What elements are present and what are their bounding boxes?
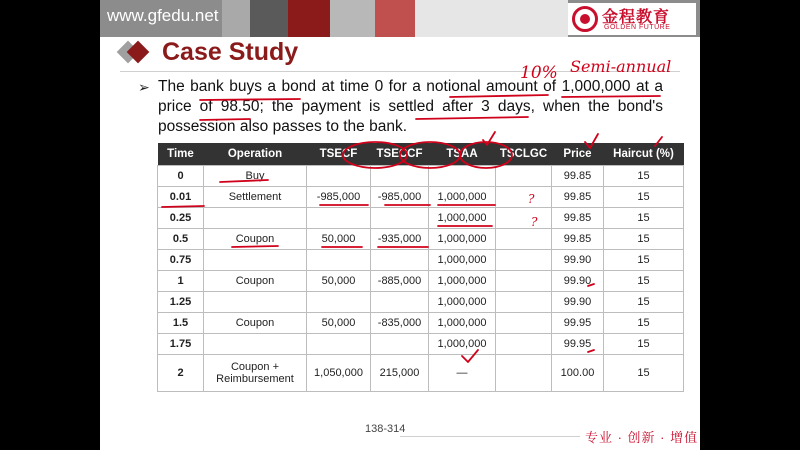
cell-tseccf xyxy=(371,250,429,271)
cell-tsecf: 50,000 xyxy=(307,229,371,250)
header-bar xyxy=(100,0,700,37)
cell-time: 0 xyxy=(158,166,204,187)
cell-price: 99.95 xyxy=(552,313,604,334)
table-row xyxy=(158,271,684,292)
table-row xyxy=(158,292,684,313)
slogan: 专业 · 创新 · 增值 xyxy=(585,430,699,445)
cell-tseccf: -835,000 xyxy=(371,313,429,334)
table-row xyxy=(158,187,684,208)
cell-tsclgc xyxy=(496,355,552,392)
cell-price: 99.90 xyxy=(552,271,604,292)
cell-tsaa: — xyxy=(429,355,496,392)
cell-tsclgc xyxy=(496,292,552,313)
footer-divider xyxy=(400,436,580,437)
cell-haircut: 15 xyxy=(604,187,684,208)
table-row xyxy=(158,166,684,187)
cell-haircut: 15 xyxy=(604,355,684,392)
table-row xyxy=(158,334,684,355)
header-stripe xyxy=(250,0,288,37)
cell-tsecf xyxy=(307,208,371,229)
cell-price: 99.90 xyxy=(552,292,604,313)
cell-haircut: 15 xyxy=(604,250,684,271)
cell-tseccf: -985,000 xyxy=(371,187,429,208)
cell-time: 0.75 xyxy=(158,250,204,271)
cell-haircut: 15 xyxy=(604,229,684,250)
table-row xyxy=(158,355,684,392)
cell-time: 1.5 xyxy=(158,313,204,334)
table-row xyxy=(158,313,684,334)
cell-tsclgc xyxy=(496,271,552,292)
col-header-tsclgc: TSCLGC xyxy=(496,143,552,166)
col-header-tsecf: TSECF xyxy=(307,143,371,166)
cell-tsaa xyxy=(429,166,496,187)
header-stripe xyxy=(330,0,375,37)
cell-tseccf xyxy=(371,292,429,313)
col-header-tsaa: TSAA xyxy=(429,143,496,166)
cell-tsaa: 1,000,000 xyxy=(429,334,496,355)
cell-haircut: 15 xyxy=(604,292,684,313)
cell-price: 99.85 xyxy=(552,208,604,229)
cell-time: 2 xyxy=(158,355,204,392)
cell-tsaa: 1,000,000 xyxy=(429,208,496,229)
table-row xyxy=(158,208,684,229)
cell-price: 99.85 xyxy=(552,187,604,208)
cell-price: 99.95 xyxy=(552,334,604,355)
cell-operation: Settlement xyxy=(204,187,307,208)
col-header-time: Time xyxy=(158,143,204,166)
title-divider xyxy=(120,71,680,72)
cell-haircut: 15 xyxy=(604,313,684,334)
slide xyxy=(100,0,700,450)
note-rate: 10% xyxy=(520,63,558,83)
cell-tsaa: 1,000,000 xyxy=(429,313,496,334)
question-mark: ? xyxy=(528,192,535,206)
cell-price: 100.00 xyxy=(552,355,604,392)
cell-haircut: 15 xyxy=(604,271,684,292)
cell-tsecf: 1,050,000 xyxy=(307,355,371,392)
header-stripe xyxy=(222,0,250,37)
cell-time: 0.01 xyxy=(158,187,204,208)
logo-name-cn: 金程教育 xyxy=(602,9,671,26)
cell-tsclgc xyxy=(496,334,552,355)
cell-tsaa: 1,000,000 xyxy=(429,271,496,292)
header-stripe xyxy=(288,0,330,37)
header-stripe xyxy=(415,0,568,37)
cell-tseccf xyxy=(371,166,429,187)
cell-operation xyxy=(204,292,307,313)
cell-haircut: 15 xyxy=(604,208,684,229)
slide-title: Case Study xyxy=(162,38,299,66)
cell-time: 1 xyxy=(158,271,204,292)
cell-tsecf xyxy=(307,166,371,187)
cell-tsecf xyxy=(307,292,371,313)
table-row xyxy=(158,250,684,271)
logo xyxy=(568,3,696,35)
cell-tsecf xyxy=(307,250,371,271)
col-header-operation: Operation xyxy=(204,143,307,166)
note-frequency: Semi-annual xyxy=(570,57,672,76)
cell-price: 99.90 xyxy=(552,250,604,271)
case-table xyxy=(157,143,684,392)
logo-icon xyxy=(572,6,598,32)
cell-tseccf xyxy=(371,208,429,229)
cell-operation: Coupon xyxy=(204,313,307,334)
bullet-arrow-icon: ➢ xyxy=(138,79,150,95)
table-header-row xyxy=(158,143,684,166)
cell-tseccf: 215,000 xyxy=(371,355,429,392)
cell-price: 99.85 xyxy=(552,166,604,187)
header-stripe xyxy=(375,0,415,37)
question-mark: ? xyxy=(531,215,538,229)
col-header-haircut: Haircut (%) xyxy=(604,143,684,166)
cell-tseccf: -935,000 xyxy=(371,229,429,250)
cell-operation: Coupon xyxy=(204,271,307,292)
cell-operation xyxy=(204,208,307,229)
cell-tsclgc xyxy=(496,187,552,208)
cell-tsaa: 1,000,000 xyxy=(429,250,496,271)
cell-tsaa: 1,000,000 xyxy=(429,292,496,313)
cell-tsclgc xyxy=(496,313,552,334)
cell-operation: Coupon + Reimbursement xyxy=(204,355,307,392)
cell-tsecf: -985,000 xyxy=(307,187,371,208)
cell-tseccf: -885,000 xyxy=(371,271,429,292)
col-header-tseccf: TSECCF xyxy=(371,143,429,166)
cell-time: 0.5 xyxy=(158,229,204,250)
cell-time: 1.25 xyxy=(158,292,204,313)
cell-tsclgc xyxy=(496,166,552,187)
cell-tsecf: 50,000 xyxy=(307,313,371,334)
cell-tsclgc xyxy=(496,250,552,271)
cell-tsclgc xyxy=(496,229,552,250)
site-url[interactable]: www.gfedu.net xyxy=(107,6,219,25)
cell-tsecf xyxy=(307,334,371,355)
page-number: 138-314 xyxy=(365,423,406,435)
cell-tseccf xyxy=(371,334,429,355)
cell-operation xyxy=(204,250,307,271)
cell-tsecf: 50,000 xyxy=(307,271,371,292)
cell-operation xyxy=(204,334,307,355)
cell-tsaa: 1,000,000 xyxy=(429,187,496,208)
cell-time: 0.25 xyxy=(158,208,204,229)
cell-operation: Buy xyxy=(204,166,307,187)
cell-price: 99.85 xyxy=(552,229,604,250)
col-header-price: Price xyxy=(552,143,604,166)
cell-time: 1.75 xyxy=(158,334,204,355)
cell-haircut: 15 xyxy=(604,334,684,355)
table-row xyxy=(158,229,684,250)
cell-haircut: 15 xyxy=(604,166,684,187)
cell-tsclgc xyxy=(496,208,552,229)
cell-operation: Coupon xyxy=(204,229,307,250)
bullet-text: The bank buys a bond at time 0 for a notional amount of 1,000,000 at a price of 98.50; the payment is settled after 3 days, when the bond's possession also passes to the bank. xyxy=(158,78,663,135)
logo-name-en: GOLDEN FUTURE xyxy=(604,24,671,31)
cell-tsaa: 1,000,000 xyxy=(429,229,496,250)
